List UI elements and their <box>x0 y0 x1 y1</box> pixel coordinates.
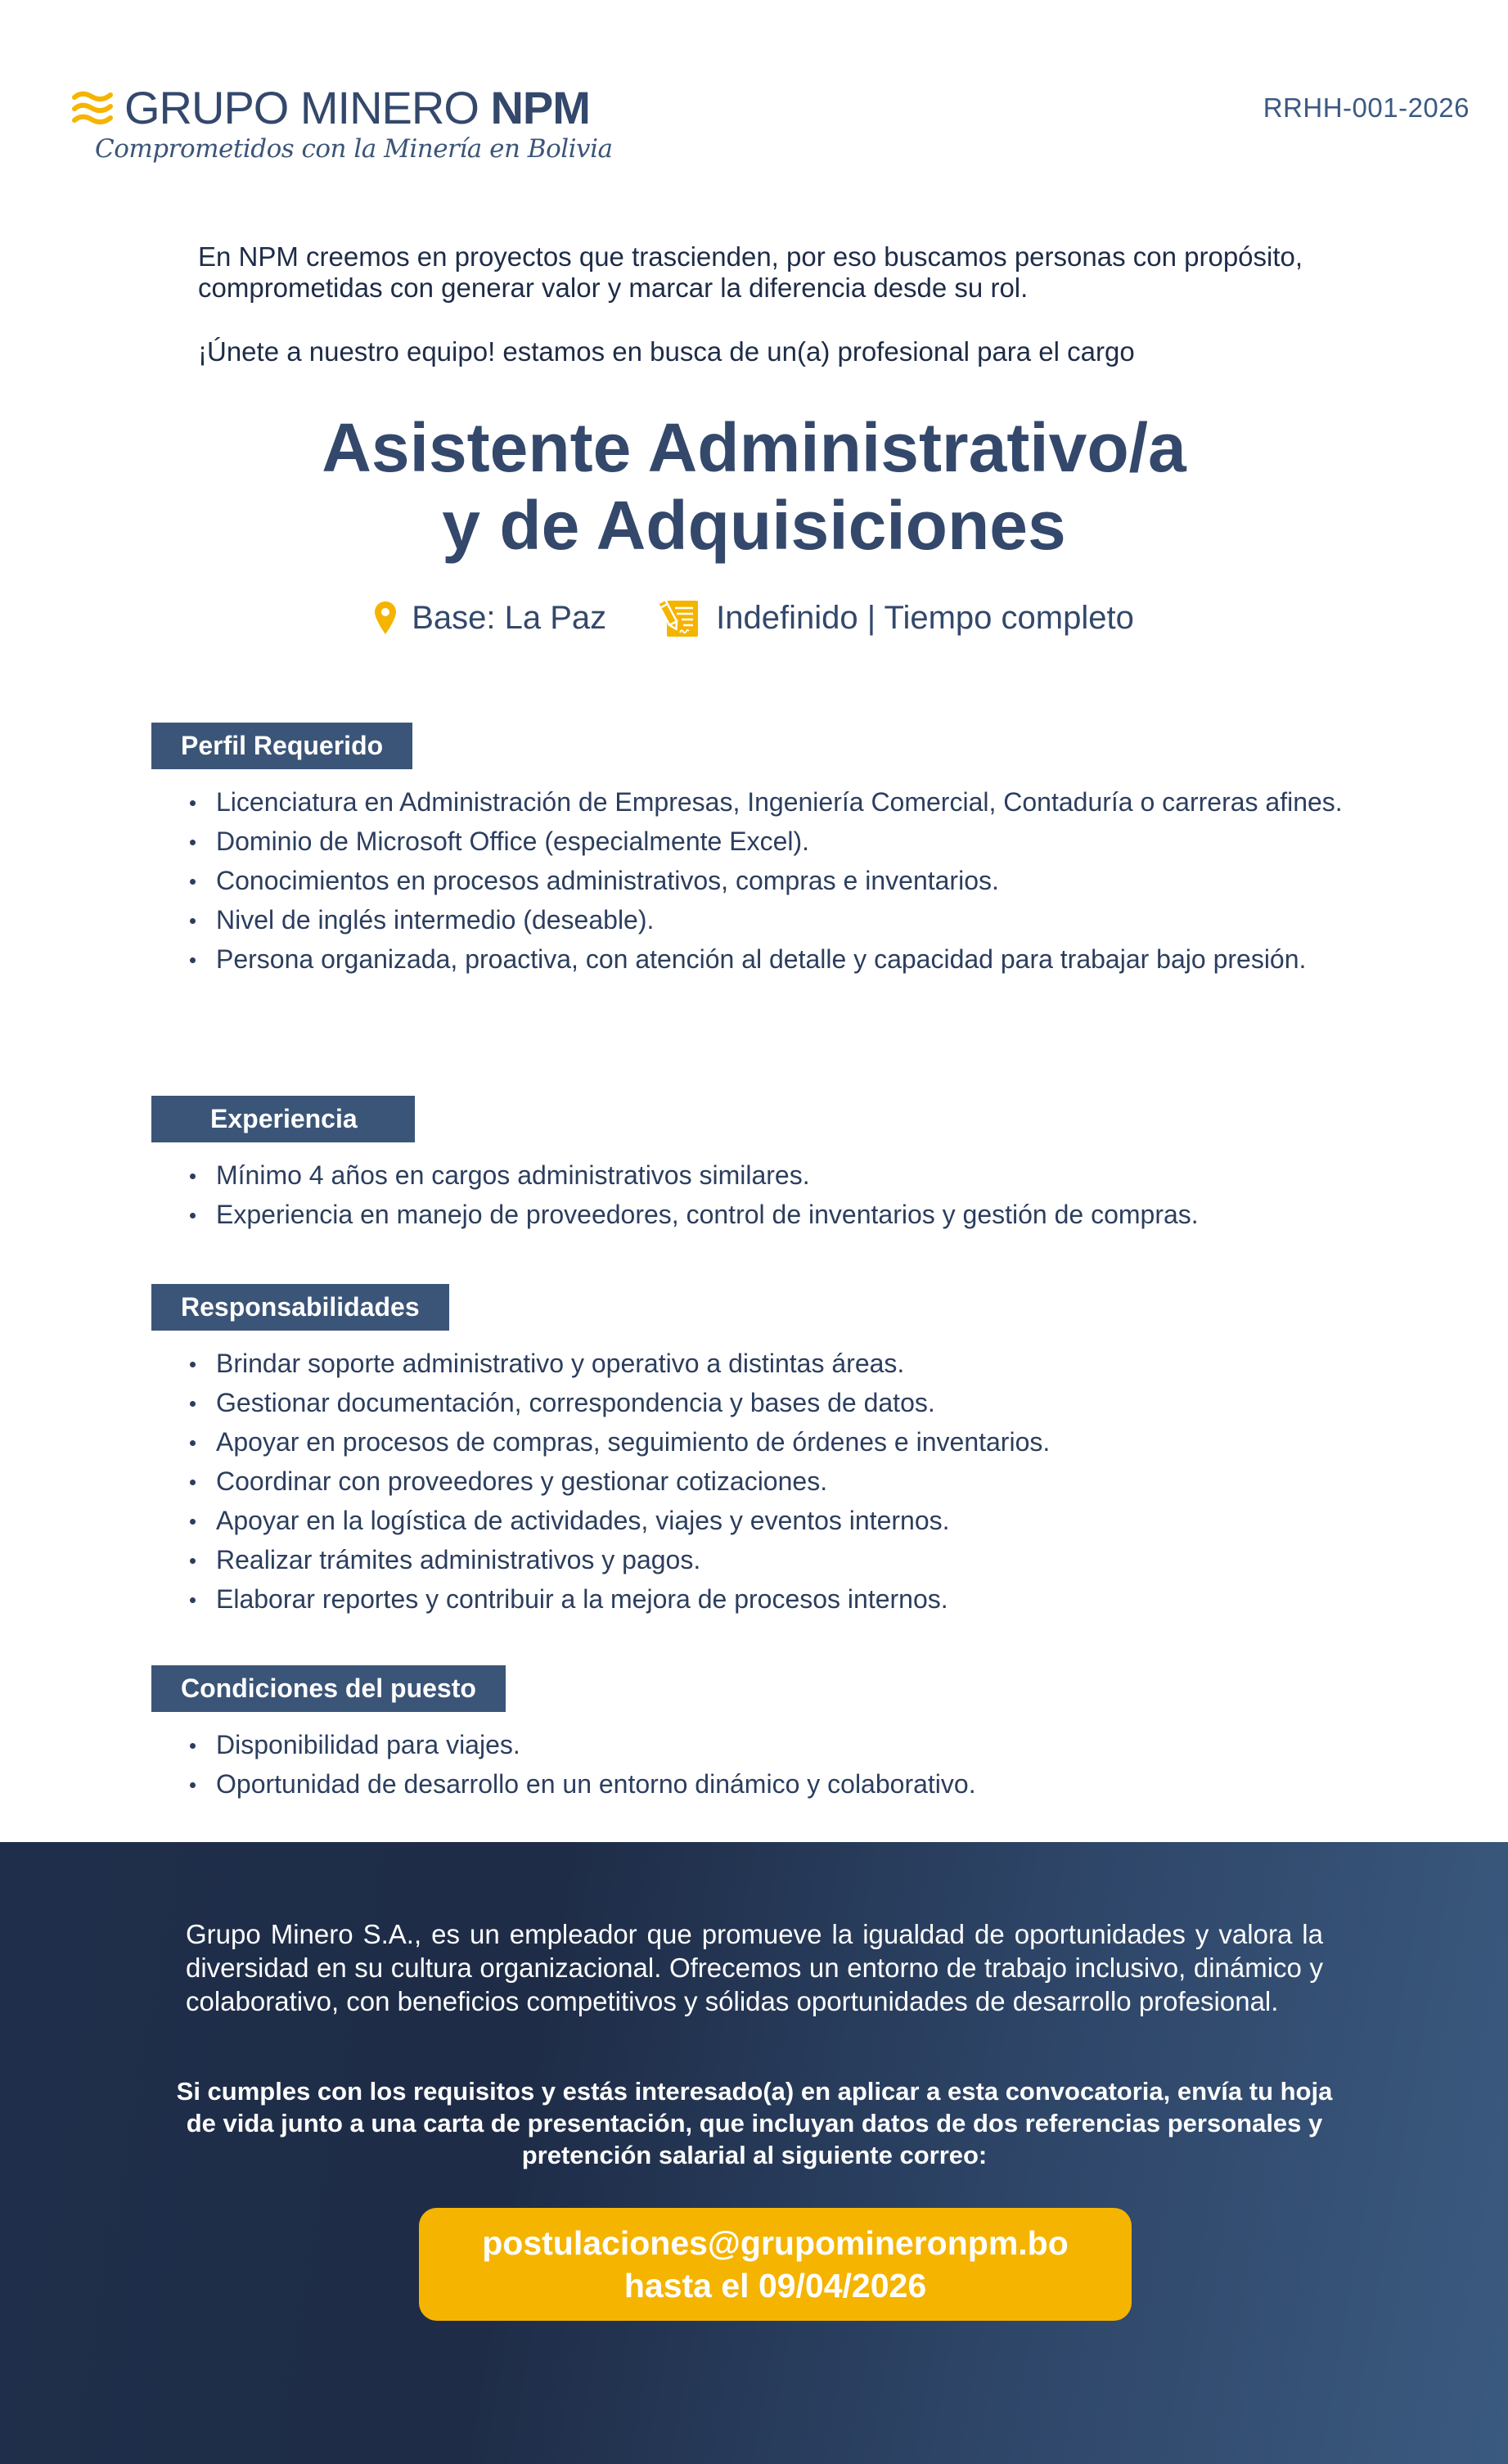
section-title: Perfil Requerido <box>151 723 412 769</box>
section-title: Experiencia <box>151 1096 415 1142</box>
list-item: Elaborar reportes y contribuir a la mejora de procesos internos. <box>151 1579 1353 1619</box>
list-item: Gestionar documentación, correspondencia y bases de datos. <box>151 1383 1353 1422</box>
brand-name <box>124 83 590 133</box>
list-item: Experiencia en manejo de proveedores, control de inventarios y gestión de compras. <box>151 1195 1353 1234</box>
brand-tagline: Comprometidos con la Minería en Bolivia <box>95 134 613 164</box>
map-pin-icon <box>374 601 397 635</box>
list-item: Nivel de inglés intermedio (deseable). <box>151 900 1353 939</box>
reference-code: RRHH-001-2026 <box>1263 92 1470 123</box>
list-item: Oportunidad de desarrollo en un entorno dinámico y colaborativo. <box>151 1764 1353 1804</box>
list-item: Conocimientos en procesos administrativos, compras e inventarios. <box>151 861 1353 900</box>
equal-opportunity-statement: Grupo Minero S.A., es un empleador que promueve la igualdad de oportunidades y valora la diversidad en su cultura organizacional. Ofrecemos un entorno de trabajo inclusivo, dinámico y colaborativo, con beneficios competitivos y sólidas oportunidades de desarrollo profesional. <box>186 1919 1323 2016</box>
list-item: Apoyar en procesos de compras, seguimiento de órdenes e inventarios. <box>151 1422 1353 1462</box>
section-title: Condiciones del puesto <box>151 1665 506 1712</box>
section-condiciones <box>151 1665 1379 1804</box>
section-experiencia <box>151 1096 1379 1234</box>
list-item: Realizar trámites administrativos y pagos. <box>151 1540 1353 1579</box>
bullet-list <box>151 782 1379 979</box>
job-title-line-2: y de Adquisiciones <box>442 487 1066 564</box>
application-deadline: hasta el 09/04/2026 <box>623 2267 927 2304</box>
list-item: Coordinar con proveedores y gestionar cotizaciones. <box>151 1462 1353 1501</box>
job-title-line-1: Asistente Administrativo/a <box>322 409 1186 486</box>
brand-name-light: GRUPO MINERO <box>124 82 479 133</box>
intro-paragraph: En NPM creemos en proyectos que trascienden, por eso buscamos personas con propósito, comprometidas con generar valor y marcar la diferencia desde su rol. <box>198 241 1303 303</box>
waves-icon <box>72 88 113 128</box>
bullet-list <box>151 1725 1379 1804</box>
section-responsabilidades <box>151 1284 1379 1619</box>
section-title: Responsabilidades <box>151 1284 449 1331</box>
brand-name-bold: NPM <box>490 82 590 133</box>
job-contract-text: Indefinido | Tiempo completo <box>716 599 1134 636</box>
header <box>0 0 1508 205</box>
bullet-list <box>151 1155 1379 1234</box>
list-item: Persona organizada, proactiva, con atención al detalle y capacidad para trabajar bajo presión. <box>151 939 1353 979</box>
section-perfil-requerido <box>151 723 1379 979</box>
application-email-link[interactable]: postulaciones@grupomineronpm.bo <box>482 2224 1069 2262</box>
job-contract <box>657 598 1134 637</box>
list-item: Apoyar en la logística de actividades, viajes y eventos internos. <box>151 1501 1353 1540</box>
job-location <box>374 600 606 637</box>
job-meta <box>0 595 1508 641</box>
job-title <box>0 409 1508 565</box>
list-item: Brindar soporte administrativo y operativo a distintas áreas. <box>151 1344 1353 1383</box>
intro-invitation: ¡Únete a nuestro equipo! estamos en busca de un(a) profesional para el cargo <box>198 336 1135 367</box>
application-email-box[interactable] <box>419 2208 1132 2321</box>
application-instructions: Si cumples con los requisitos y estás interesado(a) en aplicar a esta convocatoria, envía tu hoja de vida junto a una carta de presentación, que incluyan datos de dos referencias personales y pretención salarial al siguiente correo: <box>176 2077 1333 2169</box>
list-item: Disponibilidad para viajes. <box>151 1725 1353 1764</box>
footer <box>0 1842 1508 2464</box>
contract-document-icon <box>657 598 701 637</box>
list-item: Mínimo 4 años en cargos administrativos similares. <box>151 1155 1353 1195</box>
list-item: Licenciatura en Administración de Empresas, Ingeniería Comercial, Contaduría o carreras afines. <box>151 782 1353 822</box>
bullet-list <box>151 1344 1379 1619</box>
list-item: Dominio de Microsoft Office (especialmente Excel). <box>151 822 1353 861</box>
company-logo <box>72 83 590 133</box>
job-location-text: Base: La Paz <box>412 599 607 636</box>
